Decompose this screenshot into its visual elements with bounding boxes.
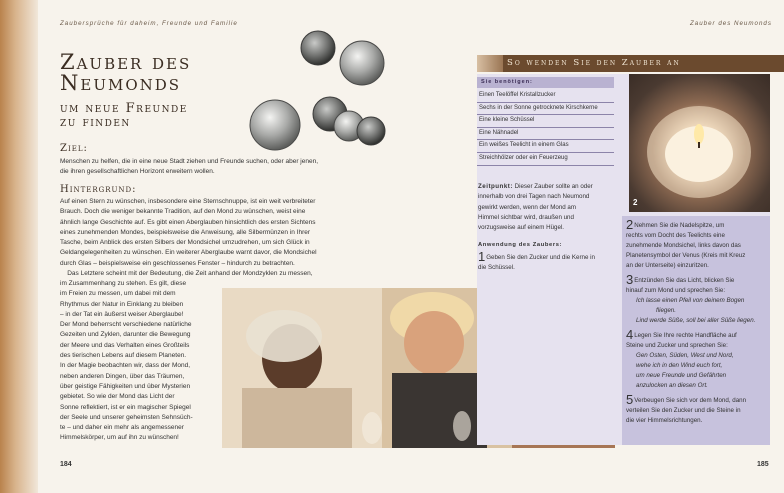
list-item: Eine kleine Schüssel — [477, 115, 614, 128]
body-line: durch Glas – beispielsweise ein geschlossenes Fenster – hindurch zu betrachten. — [60, 259, 295, 267]
step-text: die vier Himmelsrichtungen. — [626, 417, 703, 424]
page-number-right: 185 — [757, 461, 769, 468]
body-line: Tasche, beim Anblick des ersten Silbers der Mondsichel umzudrehen, um sich Glück in — [60, 239, 310, 247]
coins-illustration — [245, 28, 395, 158]
running-head-right: Zauber des Neumonds — [690, 20, 772, 27]
banner-texture — [477, 55, 503, 72]
list-item: Ein weißes Teelicht in einem Glas — [477, 140, 614, 153]
step-text: Verbeugen Sie sich vor dem Mond, dann — [634, 397, 747, 404]
body-text-narrow — [60, 279, 220, 444]
coin-3 — [250, 100, 300, 150]
candle-photo — [629, 74, 770, 212]
woman-center-body — [392, 373, 487, 448]
step-3 — [626, 272, 776, 287]
body-line: neben anderen Dingen, über das Träumen, — [60, 372, 185, 380]
step-text: Steine und Zucker und sprechen Sie: — [626, 342, 728, 349]
title-line-1: Zauber des — [60, 50, 192, 74]
step-text: verteilen Sie den Zucker und die Steine in — [626, 407, 741, 414]
zeitpunkt-text: Dieser Zauber sollte an oder — [514, 183, 593, 190]
body-line: der Meere und das Verhalten eines Großteils — [60, 341, 190, 349]
running-head-left: Zaubersprüche für daheim, Freunde und Familie — [60, 20, 238, 27]
glass-1 — [362, 412, 382, 444]
steps-column — [626, 217, 776, 426]
zeitpunkt-text: innerhalb von drei Tagen nach Neumond — [478, 193, 590, 201]
body-line: ähnlich lange Geschichte auf. Es gibt einen Aberglauben hinsichtlich des ersten Sichtens — [60, 218, 316, 226]
spell-line: Ich lasse einen Pfeil von deinem Bogen — [636, 297, 745, 304]
list-item: Eine Nähnadel — [477, 128, 614, 141]
step-number: 2 — [626, 217, 634, 232]
step-number: 3 — [626, 272, 634, 287]
step-text: Geben Sie den Zucker und die Kerne in — [486, 254, 595, 261]
spell-line: fliegen. — [656, 307, 676, 314]
step-text: hinauf zum Mond und sprechen Sie: — [626, 287, 726, 294]
anwendung-heading: Anwendung des Zaubers: — [478, 242, 563, 248]
step-2 — [626, 217, 776, 232]
hintergrund-heading: Hintergrund: — [60, 184, 137, 195]
glass-2 — [453, 411, 471, 441]
step-text: Planetensymbol der Venus (Kreis mit Kreuz — [626, 252, 746, 259]
step-number: 1 — [478, 249, 486, 264]
coin-1 — [301, 31, 335, 65]
step-number: 4 — [626, 327, 634, 342]
spell-line: Gen Osten, Süden, West und Nord, — [636, 352, 734, 359]
step-1 — [478, 249, 620, 274]
candle-illustration — [629, 74, 770, 212]
body-line: – in der Tat ein äußerst weiser Aberglaube! — [60, 310, 184, 318]
list-item: Streichhölzer oder ein Feuerzeug — [477, 153, 614, 166]
subtitle-line-1: um neue Freunde — [60, 101, 188, 116]
list-item: Sechs in der Sonne getrocknete Kirschkerne — [477, 103, 614, 116]
step-1-line-1 — [478, 249, 620, 264]
body-line: des tierischen Lebens auf diesem Planeten. — [60, 352, 187, 360]
zeitpunkt-text: gewirkt werden, wenn der Mond am — [478, 203, 577, 211]
title-line-2: Neumonds — [60, 71, 182, 95]
zeitpunkt-label: Zeitpunkt: — [478, 183, 513, 190]
body-line: eines zunehmenden Mondes, beispielsweise die Anweisung, alle Silbermünzen in Ihrer — [60, 228, 311, 236]
body-line: Auf einen Stern zu wünschen, insbesondere eine Sternschnuppe, ist ein weit verbreiteter — [60, 198, 316, 205]
spell-line: Lind werde Süße, soll bei aller Süße liegen. — [636, 317, 756, 324]
body-line: In der Magie beobachten wir, dass der Mond, — [60, 362, 191, 370]
coin-6 — [357, 117, 385, 145]
body-text-wide — [60, 197, 390, 279]
zeitpunkt-line-1 — [478, 182, 618, 192]
body-line: gebietet. So wie der Mond das Licht der — [60, 393, 175, 401]
step-text: zunehmende Mondsichel, links davon das — [626, 242, 741, 249]
step-text: rechts vom Docht des Teelichts eine — [626, 232, 725, 239]
body-line: Gezeiten und Zyklen, darunter die Bewegung — [60, 331, 191, 339]
body-line: Rhythmus der Natur in Einklang zu bleiben — [60, 300, 184, 308]
subtitle-line-2: zu finden — [60, 115, 131, 130]
woman-left-body — [242, 388, 352, 448]
page-number-left: 184 — [60, 461, 72, 468]
step-5 — [626, 392, 776, 407]
step-text: die Schüssel. — [478, 264, 515, 272]
body-line: im Zusammenhang zu stehen. Es gilt, diese — [60, 280, 187, 287]
woman-left-hair — [246, 310, 322, 362]
body-line: Sonne reflektiert, ist er ein magischer Spiegel — [60, 403, 191, 411]
coin-2 — [340, 41, 384, 85]
body-line: Der Mond beherrscht verschiedene natürliche — [60, 321, 192, 329]
page-edge-texture — [0, 0, 38, 493]
photo-number: 2 — [633, 198, 638, 207]
candle-wick — [698, 142, 700, 148]
zeitpunkt-block — [478, 182, 618, 233]
step-number: 5 — [626, 392, 634, 407]
step-text: Legen Sie Ihre rechte Handfläche auf — [634, 332, 737, 339]
zeitpunkt-text: vorzugsweise auf einem Hügel. — [478, 224, 564, 232]
body-line: im Freien zu messen, um dabei mit dem — [60, 290, 176, 298]
woman-center-face — [404, 311, 464, 375]
spell-line: wehe ich in den Wind euch fort, — [636, 362, 723, 369]
body-line: Himmelskörper, um auf ihn zu wünschen! — [60, 434, 179, 442]
spell-line: um neue Freunde und Gefährten — [636, 372, 727, 379]
list-item: Einen Teelöffel Kristallzucker — [477, 90, 614, 103]
needs-heading: Sie benötigen: — [477, 77, 614, 88]
candle-flame — [694, 124, 704, 144]
needs-list — [477, 90, 614, 166]
step-4 — [626, 327, 776, 342]
body-line: über geistige Fähigkeiten und über Mysterien — [60, 382, 191, 390]
body-line: Geldangelegenheiten zu wünschen. Ein weiterer Aberglaube warnt davor, die Mondsichel — [60, 249, 317, 257]
step-text: Nehmen Sie die Nadelspitze, um — [634, 222, 725, 229]
body-line: der Seele und unserer geheimsten Sehnsüch- — [60, 413, 193, 421]
ziel-heading: Ziel: — [60, 143, 88, 154]
spell-line: anzulocken an diesen Ort. — [636, 382, 708, 389]
ziel-text — [60, 157, 380, 178]
zeitpunkt-text: Himmel sichtbar wird, draußen und — [478, 213, 574, 221]
step-text: an der Unterseite) einzuritzen. — [626, 262, 709, 269]
step-text: Entzünden Sie das Licht, blicken Sie — [634, 277, 735, 284]
section-banner: So wenden Sie den Zauber an — [477, 55, 784, 72]
ziel-line: die ihren gesellschaftlichen Horizont erweitern wollen. — [60, 168, 215, 176]
body-line: Brauch. Doch die weniger bekannte Tradition, auf den Mond zu wünschen, weist eine — [60, 208, 306, 216]
ziel-line: Menschen zu helfen, die in eine neue Stadt ziehen und Freunde suchen, oder aber jenen, — [60, 158, 319, 165]
body-line: Das Letztere scheint mit der Bedeutung, die Zeit anhand der Mondzyklen zu messen, — [60, 270, 313, 278]
body-line: te – und daher ein mehr als angemessener — [60, 424, 184, 432]
